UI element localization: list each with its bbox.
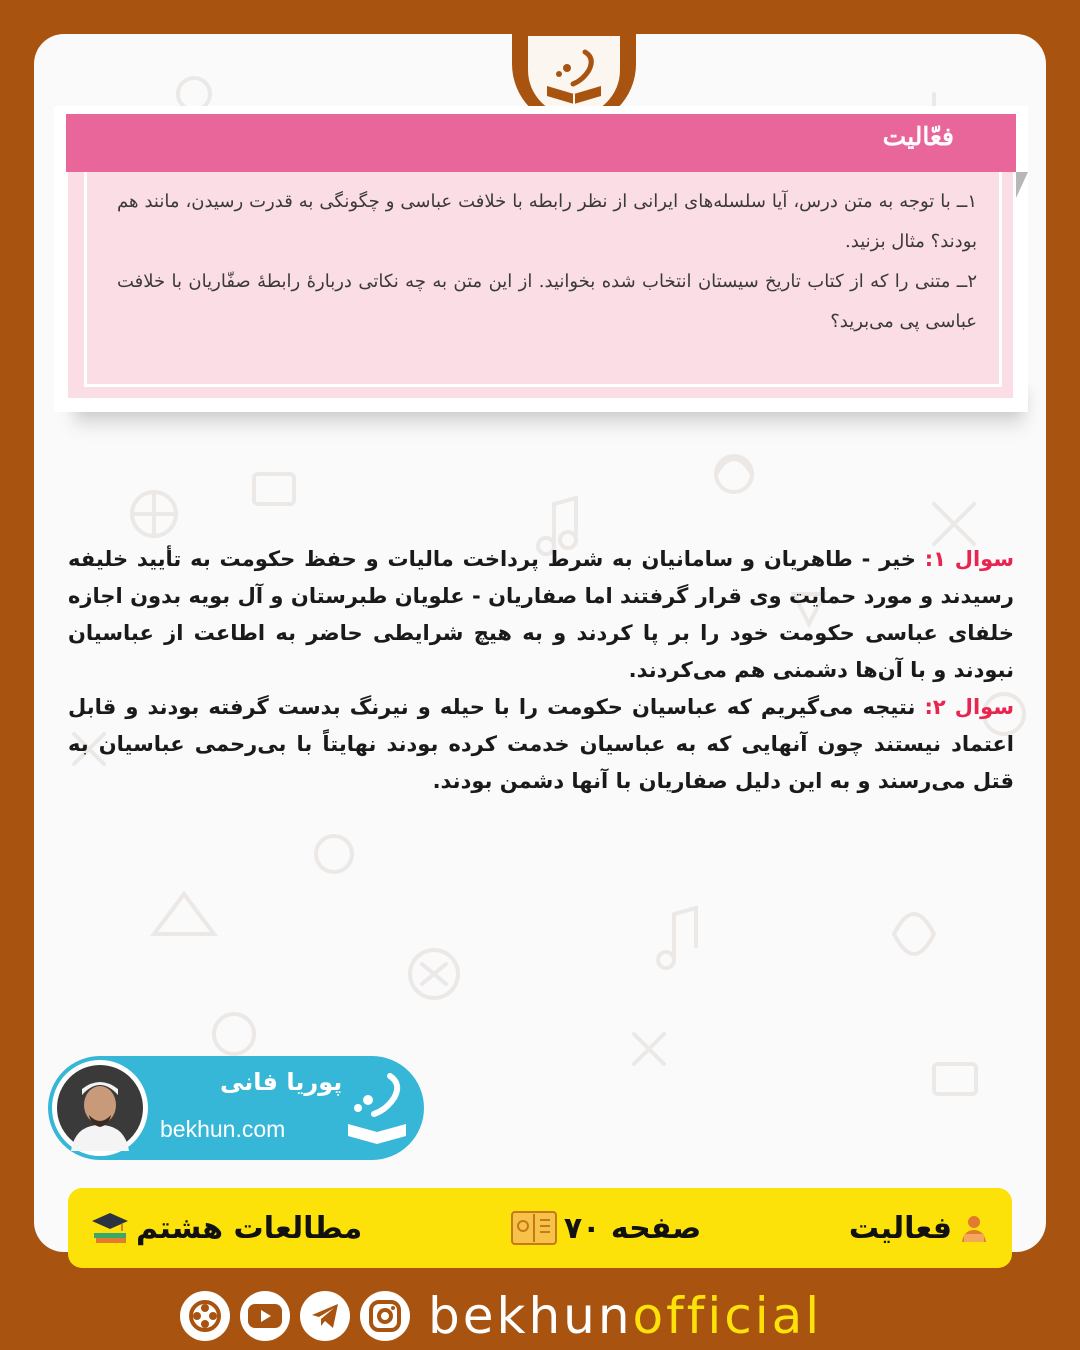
activity-body xyxy=(68,172,1013,398)
info-page-label: صفحه ۷۰ xyxy=(563,1210,702,1246)
activity-header-fold xyxy=(1016,172,1028,198)
author-name: پوریا فانی xyxy=(220,1068,343,1096)
answers-section xyxy=(68,541,1014,800)
answer-1 xyxy=(68,541,1014,689)
brand-handle xyxy=(428,1286,822,1346)
info-activity-label: فعالیت xyxy=(848,1210,952,1246)
badge-logo-icon xyxy=(340,1066,414,1150)
answer-2-label: سوال ۲: xyxy=(924,695,1014,719)
activity-questions xyxy=(117,182,977,342)
info-page xyxy=(510,1210,701,1246)
teacher-icon xyxy=(958,1212,990,1244)
activity-question-2: ۲ــ متنی را که از کتاب تاریخ سیستان انتخاب شده بخوانید. از این متن به چه نکاتی دربارهٔ رابطهٔ صفّاریان با خلافت عباسی پی می‌برید؟ xyxy=(117,271,977,332)
answer-1-text: خیر - طاهریان و سامانیان به شرط پرداخت مالیات و حفظ حکومت به تأیید خلیفه رسیدند و مورد حمایت وی قرار گرفتند اما صفاریان - علویان طبرستان و آل بویه بدون اجازه خلفای عباسی حکومت خود را بر پا کردند و به هیچ شرایطی حاضر به اطاعت از عباسیان نبودند و با آن‌ها دشمنی هم می‌کردند. xyxy=(68,547,1014,682)
brand-handle-part1: bekhun xyxy=(428,1287,633,1345)
youtube-icon[interactable] xyxy=(240,1291,290,1341)
bekhun-logo xyxy=(528,36,620,116)
avatar xyxy=(52,1060,148,1156)
author-website[interactable]: bekhun.com xyxy=(160,1116,286,1142)
answer-2-text: نتیجه می‌گیریم که عباسیان حکومت را با حیله و نیرنگ بدست گرفته بودند و قابل اعتماد نیستند چون آنهایی که به عباسیان خدمت کرده بودند نهایتاً با بی‌رحمی عباسیان به قتل می‌رسند و به این دلیل صفاریان با آنها دشمن بودند. xyxy=(68,695,1014,793)
brand-handle-part2: official xyxy=(632,1287,823,1345)
book-logo-icon xyxy=(537,44,611,108)
social-row xyxy=(180,1286,822,1346)
aparat-icon[interactable] xyxy=(180,1291,230,1341)
graduation-cap-icon xyxy=(90,1211,130,1245)
info-activity xyxy=(849,1211,990,1246)
instagram-icon[interactable] xyxy=(360,1291,410,1341)
answer-1-label: سوال ۱: xyxy=(924,547,1014,571)
textbook-activity-box xyxy=(54,106,1028,412)
activity-title: فعّالیت xyxy=(882,122,954,151)
answer-2 xyxy=(68,689,1014,800)
book-icon xyxy=(510,1210,558,1246)
info-bar xyxy=(68,1188,1012,1268)
activity-header xyxy=(66,114,1016,172)
activity-question-1: ۱ــ با توجه به متن درس، آیا سلسله‌های ایرانی از نظر رابطه با خلافت عباسی و چگونگی به قدرت رسیدن، مانند هم بودند؟ مثال بزنید. xyxy=(117,191,977,252)
author-badge xyxy=(48,1056,424,1160)
telegram-icon[interactable] xyxy=(300,1291,350,1341)
info-subject-label: مطالعات هشتم xyxy=(136,1210,363,1246)
info-subject xyxy=(90,1211,362,1246)
author-photo-icon xyxy=(57,1065,143,1151)
